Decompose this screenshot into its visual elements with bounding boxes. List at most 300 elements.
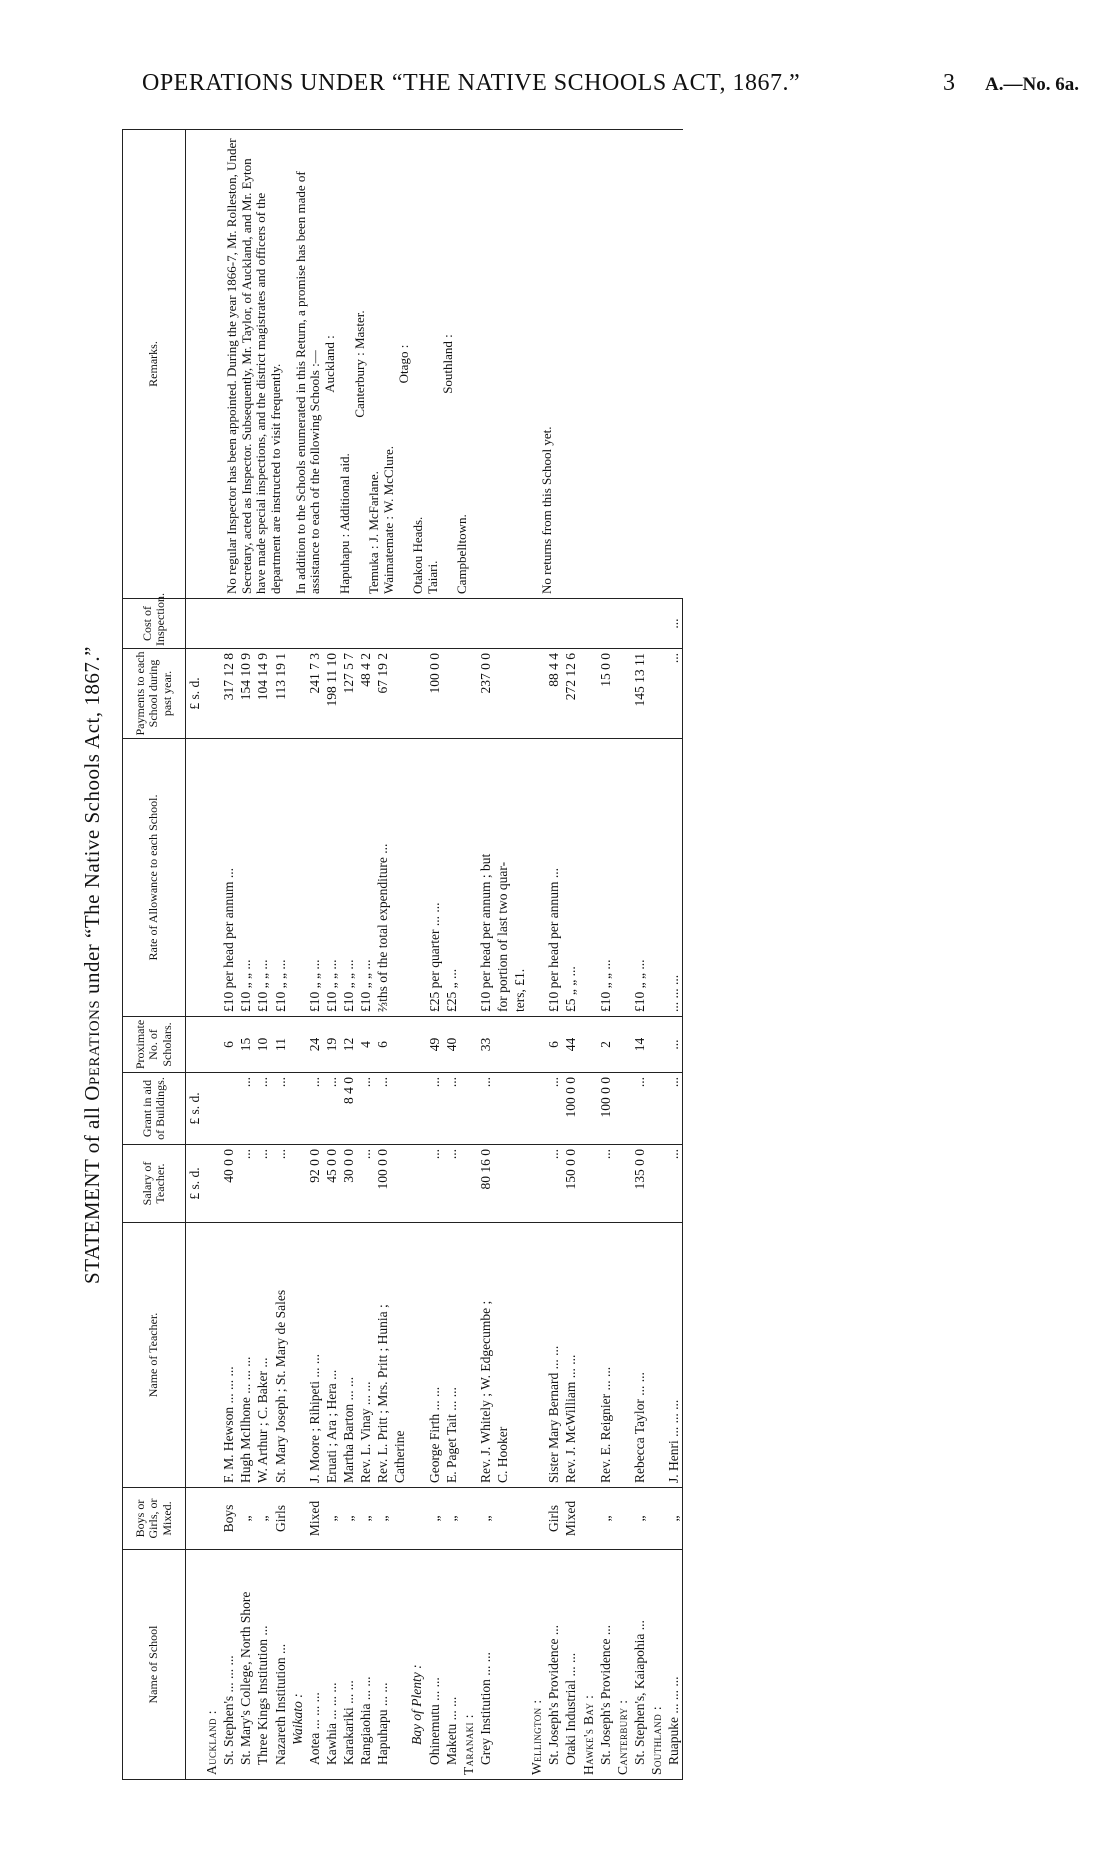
cell-sex: „ <box>237 1488 254 1550</box>
cell-inspection <box>272 599 289 649</box>
cell-rate: ... ... ... <box>665 739 683 1017</box>
cell-scholars: 14 <box>631 1017 648 1073</box>
cell-teacher: Catherine <box>391 1223 408 1488</box>
cell-teacher: C. Hooker <box>494 1223 511 1488</box>
remark-auckland-line: Hapuhapu : Additional aid. <box>336 453 352 594</box>
cell-grant <box>648 1073 665 1145</box>
cell-inspection <box>494 599 511 649</box>
cell-grant: ... <box>545 1073 562 1145</box>
cell-inspection <box>460 599 477 649</box>
cell-salary <box>614 1145 631 1223</box>
cell-teacher: Sister Mary Bernard ... ... <box>545 1223 562 1488</box>
cell-payments <box>408 649 425 739</box>
cell-inspection <box>631 599 648 649</box>
currency-head-rate <box>186 739 204 1017</box>
remark-auckland-head: Auckland : <box>322 335 338 393</box>
cell-rate <box>391 739 408 1017</box>
cell-inspection <box>426 599 443 649</box>
cell-inspection <box>391 599 408 649</box>
cell-school: St. Mary's College, North Shore <box>237 1550 254 1780</box>
cell-rate: for portion of last two quar- <box>494 739 511 1017</box>
cell-teacher: Hugh McIlhone ... ... ... <box>237 1223 254 1488</box>
cell-grant: ... <box>665 1073 683 1145</box>
cell-school: Ruapuke ... ... ... <box>665 1550 683 1780</box>
cell-grant <box>494 1073 511 1145</box>
cell-rate <box>614 739 631 1017</box>
cell-payments <box>528 649 545 739</box>
running-head <box>0 70 1114 110</box>
cell-rate: £5 „ „ ... <box>562 739 579 1017</box>
cell-school: Hawke's Bay : <box>580 1550 597 1780</box>
cell-grant: ... <box>237 1073 254 1145</box>
cell-payments <box>494 649 511 739</box>
cell-teacher: J. Moore ; Rihipeti ... ... <box>306 1223 323 1488</box>
currency-head-sex <box>186 1488 204 1550</box>
cell-sex: „ <box>665 1488 683 1550</box>
cell-inspection <box>528 599 545 649</box>
cell-school: Hapuhapu ... ... <box>374 1550 391 1780</box>
remark-promise-note: In addition to the Schools enumerated in this Return, a promise has been made of assistance to each of the following Schools :— <box>292 171 323 594</box>
cell-payments: 104 14 9 <box>254 649 271 739</box>
cell-grant <box>460 1073 477 1145</box>
cell-payments: 317 12 8 <box>220 649 237 739</box>
cell-inspection <box>289 599 306 649</box>
cell-grant: ... <box>323 1073 340 1145</box>
cell-sex: „ <box>443 1488 460 1550</box>
cell-payments: 127 5 7 <box>340 649 357 739</box>
cell-sex: Girls <box>272 1488 289 1550</box>
cell-teacher: W. Arthur ; C. Baker ... <box>254 1223 271 1488</box>
cell-teacher: Martha Barton ... ... <box>340 1223 357 1488</box>
cell-inspection <box>323 599 340 649</box>
cell-sex: „ <box>357 1488 374 1550</box>
cell-payments: 237 0 0 <box>477 649 494 739</box>
cell-grant: 100 0 0 <box>562 1073 579 1145</box>
cell-scholars: 6 <box>545 1017 562 1073</box>
col-payments-header: Payments to each School during past year. <box>123 649 186 739</box>
col-teacher-header: Name of Teacher. <box>123 1223 186 1488</box>
cell-scholars: 49 <box>426 1017 443 1073</box>
cell-salary: 40 0 0 <box>220 1145 237 1223</box>
cell-payments <box>460 649 477 739</box>
cell-scholars <box>614 1017 631 1073</box>
cell-salary: 30 0 0 <box>340 1145 357 1223</box>
cell-rate <box>460 739 477 1017</box>
cell-scholars <box>580 1017 597 1073</box>
cell-sex: Mixed <box>306 1488 323 1550</box>
cell-salary: 135 0 0 <box>631 1145 648 1223</box>
cell-salary: ... <box>443 1145 460 1223</box>
remark-inspector-note: No regular Inspector has been appointed. During the year 1866-7, Mr. Rolleston, Under Secretary, acted as Inspector. Subsequently, Mr. Taylor, of Auckland, and Mr. Eyton have made special inspections, and the district magistrates and officers of the department are instructed to visit frequently. <box>224 138 284 594</box>
col-scholars-header: Proximate No. of Scholars. <box>123 1017 186 1073</box>
cell-salary: ... <box>272 1145 289 1223</box>
cell-sex <box>203 1488 220 1550</box>
cell-teacher: F. M. Hewson ... ... ... <box>220 1223 237 1488</box>
cell-inspection <box>237 599 254 649</box>
cell-teacher <box>528 1223 545 1488</box>
cell-school: Aotea ... ... ... <box>306 1550 323 1780</box>
cell-salary: 45 0 0 <box>323 1145 340 1223</box>
cell-rate: £25 per quarter ... ... <box>426 739 443 1017</box>
cell-scholars <box>494 1017 511 1073</box>
cell-school: Bay of Plenty : <box>408 1550 425 1780</box>
cell-teacher: Rev. J. McWilliam ... ... <box>562 1223 579 1488</box>
remark-canterbury-line2: Waimatemate : W. McClure. <box>380 445 396 594</box>
remark-southland-head: Southland : <box>439 334 455 394</box>
cell-payments: 113 19 1 <box>272 649 289 739</box>
cell-salary <box>494 1145 511 1223</box>
cell-teacher: J. Henri ... ... ... <box>665 1223 683 1488</box>
cell-school: Southland : <box>648 1550 665 1780</box>
cell-salary <box>391 1145 408 1223</box>
cell-payments: 198 11 10 <box>323 649 340 739</box>
cell-payments <box>391 649 408 739</box>
cell-teacher: Rebecca Taylor ... ... <box>631 1223 648 1488</box>
cell-scholars <box>391 1017 408 1073</box>
cell-payments: 67 19 2 <box>374 649 391 739</box>
cell-grant <box>391 1073 408 1145</box>
cell-scholars: 15 <box>237 1017 254 1073</box>
remark-otago-line1: Otakou Heads. <box>410 516 426 594</box>
remarks-cell <box>186 130 683 599</box>
cell-rate <box>528 739 545 1017</box>
cell-school: Grey Institution ... ... <box>477 1550 494 1780</box>
currency-head-teacher <box>186 1223 204 1488</box>
cell-teacher <box>408 1223 425 1488</box>
remarks-spacer <box>470 134 540 594</box>
cell-teacher: Rev. E. Reignier ... ... <box>597 1223 614 1488</box>
cell-scholars <box>203 1017 220 1073</box>
cell-rate <box>580 739 597 1017</box>
statement-rotated-block <box>80 130 940 1800</box>
cell-scholars: 10 <box>254 1017 271 1073</box>
currency-head-school <box>186 1550 204 1780</box>
cell-rate: £10 per head per annum ; but <box>477 739 494 1017</box>
currency-head-row <box>186 130 204 1780</box>
cell-payments: 272 12 6 <box>562 649 579 739</box>
remark-otago-head: Otago : <box>395 344 411 384</box>
cell-sex <box>511 1488 528 1550</box>
cell-grant <box>580 1073 597 1145</box>
cell-sex: „ <box>254 1488 271 1550</box>
col-inspection-header: Cost of Inspection. <box>123 599 186 649</box>
cell-school: St. Stephen's, Kaiapohia ... <box>631 1550 648 1780</box>
cell-teacher <box>511 1223 528 1488</box>
page-running-title: OPERATIONS UNDER “THE NATIVE SCHOOLS ACT, 1867.” <box>142 70 801 96</box>
cell-payments <box>614 649 631 739</box>
cell-teacher <box>460 1223 477 1488</box>
cell-inspection <box>254 599 271 649</box>
cell-inspection <box>340 599 357 649</box>
cell-salary: 80 16 0 <box>477 1145 494 1223</box>
cell-teacher: George Firth ... ... <box>426 1223 443 1488</box>
cell-scholars: 2 <box>597 1017 614 1073</box>
cell-grant: ... <box>443 1073 460 1145</box>
cell-sex: „ <box>323 1488 340 1550</box>
cell-payments: 241 7 3 <box>306 649 323 739</box>
cell-school: St. Joseph's Providence ... <box>545 1550 562 1780</box>
cell-payments: 100 0 0 <box>426 649 443 739</box>
cell-teacher: E. Paget Tait ... ... <box>443 1223 460 1488</box>
cell-teacher <box>203 1223 220 1488</box>
cell-scholars: 40 <box>443 1017 460 1073</box>
cell-school: Nazareth Institution ... <box>272 1550 289 1780</box>
table-header-row <box>123 130 186 1780</box>
col-sex-header: Boys or Girls, or Mixed. <box>123 1488 186 1550</box>
cell-payments: 15 0 0 <box>597 649 614 739</box>
cell-payments: 154 10 9 <box>237 649 254 739</box>
document-reference: A.—No. 6a. <box>985 74 1079 95</box>
cell-rate: £10 „ „ ... <box>340 739 357 1017</box>
cell-teacher: Rev. L. Vinay ... ... <box>357 1223 374 1488</box>
cell-rate <box>408 739 425 1017</box>
cell-rate: £10 „ „ ... <box>357 739 374 1017</box>
cell-grant: ... <box>374 1073 391 1145</box>
cell-sex: „ <box>374 1488 391 1550</box>
cell-inspection <box>580 599 597 649</box>
cell-grant: ... <box>357 1073 374 1145</box>
cell-payments <box>648 649 665 739</box>
cell-salary: ... <box>545 1145 562 1223</box>
cell-scholars <box>648 1017 665 1073</box>
cell-school: Wellington : <box>528 1550 545 1780</box>
cell-grant <box>289 1073 306 1145</box>
cell-scholars: 44 <box>562 1017 579 1073</box>
cell-grant: 100 0 0 <box>597 1073 614 1145</box>
cell-rate: £10 „ „ ... <box>272 739 289 1017</box>
cell-grant <box>203 1073 220 1145</box>
remarks-spacer <box>187 134 225 594</box>
cell-school: Otaki Industrial ... ... <box>562 1550 579 1780</box>
cell-salary: 150 0 0 <box>562 1145 579 1223</box>
cell-sex <box>289 1488 306 1550</box>
cell-grant: ... <box>306 1073 323 1145</box>
cell-school: St. Joseph's Providence ... <box>597 1550 614 1780</box>
cell-grant: ... <box>631 1073 648 1145</box>
cell-teacher <box>580 1223 597 1488</box>
cell-payments <box>580 649 597 739</box>
cell-school: Taranaki : <box>460 1550 477 1780</box>
cell-inspection <box>374 599 391 649</box>
cell-inspection <box>203 599 220 649</box>
currency-head-inspection <box>186 599 204 649</box>
cell-school: Rangiaohia ... ... <box>357 1550 374 1780</box>
cell-inspection <box>357 599 374 649</box>
remark-canterbury-line1: Temuka : J. McFarlane. <box>366 471 382 594</box>
cell-salary <box>408 1145 425 1223</box>
cell-rate: £10 „ „ ... <box>254 739 271 1017</box>
col-remarks-header: Remarks. <box>123 130 186 599</box>
currency-head-scholars <box>186 1017 204 1073</box>
cell-sex <box>580 1488 597 1550</box>
cell-salary <box>460 1145 477 1223</box>
cell-inspection <box>562 599 579 649</box>
cell-inspection <box>220 599 237 649</box>
cell-salary: ... <box>237 1145 254 1223</box>
cell-sex: „ <box>631 1488 648 1550</box>
cell-payments: 48 4 2 <box>357 649 374 739</box>
cell-scholars: 33 <box>477 1017 494 1073</box>
cell-sex: „ <box>426 1488 443 1550</box>
cell-salary <box>648 1145 665 1223</box>
cell-salary: ... <box>426 1145 443 1223</box>
remark-canterbury-head: Canterbury : Master. <box>351 310 367 418</box>
cell-grant: ... <box>477 1073 494 1145</box>
cell-teacher: Eruati ; Ara ; Hera ... <box>323 1223 340 1488</box>
caption-prefix: STATEMENT of all <box>80 1106 104 1284</box>
cell-rate <box>289 739 306 1017</box>
cell-inspection <box>648 599 665 649</box>
cell-inspection <box>511 599 528 649</box>
cell-rate: £10 „ „ ... <box>597 739 614 1017</box>
cell-sex <box>408 1488 425 1550</box>
cell-scholars: ... <box>665 1017 683 1073</box>
cell-grant: ... <box>254 1073 271 1145</box>
cell-sex: Boys <box>220 1488 237 1550</box>
col-school-header: Name of School <box>123 1550 186 1780</box>
cell-scholars <box>528 1017 545 1073</box>
cell-school <box>494 1550 511 1780</box>
cell-school: Maketu ... ... <box>443 1550 460 1780</box>
col-rate-header: Rate of Allowance to each School. <box>123 739 186 1017</box>
cell-scholars: 12 <box>340 1017 357 1073</box>
page-number: 3 <box>943 70 955 96</box>
cell-grant <box>220 1073 237 1145</box>
cell-scholars <box>460 1017 477 1073</box>
cell-scholars: 11 <box>272 1017 289 1073</box>
cell-rate: £10 „ „ ... <box>323 739 340 1017</box>
cell-rate: £10 „ „ ... <box>237 739 254 1017</box>
cell-school: Waikato : <box>289 1550 306 1780</box>
cell-salary <box>528 1145 545 1223</box>
cell-sex <box>460 1488 477 1550</box>
cell-inspection <box>614 599 631 649</box>
cell-sex <box>494 1488 511 1550</box>
cell-school: Ohinemutu ... ... <box>426 1550 443 1780</box>
cell-sex <box>614 1488 631 1550</box>
cell-salary <box>511 1145 528 1223</box>
cell-rate: ⅔ths of the total expenditure ... <box>374 739 391 1017</box>
cell-inspection <box>408 599 425 649</box>
cell-sex <box>528 1488 545 1550</box>
cell-rate: £10 „ „ ... <box>306 739 323 1017</box>
currency-head-salary: £ s. d. <box>186 1145 204 1223</box>
col-salary-header: Salary of Teacher. <box>123 1145 186 1223</box>
cell-school <box>511 1550 528 1780</box>
cell-grant: ... <box>272 1073 289 1145</box>
cell-inspection <box>306 599 323 649</box>
cell-scholars: 24 <box>306 1017 323 1073</box>
cell-salary <box>580 1145 597 1223</box>
cell-school: Kawhia ... ... ... <box>323 1550 340 1780</box>
cell-grant <box>614 1073 631 1145</box>
cell-inspection <box>477 599 494 649</box>
cell-sex: „ <box>477 1488 494 1550</box>
cell-grant <box>528 1073 545 1145</box>
cell-rate: £25 „ ... <box>443 739 460 1017</box>
cell-payments <box>443 649 460 739</box>
cell-school: Canterbury : <box>614 1550 631 1780</box>
cell-inspection: ... <box>665 599 683 649</box>
cell-inspection <box>545 599 562 649</box>
caption-small-caps: Operations <box>80 999 104 1101</box>
cell-rate: ters, £1. <box>511 739 528 1017</box>
cell-rate: £10 per head per annum ... <box>545 739 562 1017</box>
currency-head-grant: £ s. d. <box>186 1073 204 1145</box>
cell-rate <box>203 739 220 1017</box>
cell-scholars: 19 <box>323 1017 340 1073</box>
cell-rate: £10 per head per annum ... <box>220 739 237 1017</box>
cell-salary <box>289 1145 306 1223</box>
currency-head-payments: £ s. d. <box>186 649 204 739</box>
cell-rate: £10 „ „ ... <box>631 739 648 1017</box>
cell-sex <box>648 1488 665 1550</box>
cell-scholars: 4 <box>357 1017 374 1073</box>
cell-payments <box>203 649 220 739</box>
cell-inspection <box>443 599 460 649</box>
cell-scholars: 6 <box>374 1017 391 1073</box>
statement-body <box>186 130 683 1780</box>
cell-teacher: Rev. J. Whitely ; W. Edgecumbe ; <box>477 1223 494 1488</box>
cell-teacher <box>614 1223 631 1488</box>
cell-sex <box>391 1488 408 1550</box>
cell-payments <box>289 649 306 739</box>
cell-grant <box>511 1073 528 1145</box>
cell-sex: Mixed <box>562 1488 579 1550</box>
cell-teacher: Rev. L. Pritt ; Mrs. Pritt ; Hunia ; <box>374 1223 391 1488</box>
cell-school: Three Kings Institution ... <box>254 1550 271 1780</box>
cell-salary: ... <box>665 1145 683 1223</box>
cell-sex: „ <box>597 1488 614 1550</box>
cell-sex: „ <box>340 1488 357 1550</box>
cell-salary: ... <box>597 1145 614 1223</box>
cell-scholars <box>408 1017 425 1073</box>
cell-school: Karakariki ... ... <box>340 1550 357 1780</box>
cell-school <box>391 1550 408 1780</box>
cell-payments: 145 13 11 <box>631 649 648 739</box>
cell-school: St. Stephen's ... ... ... <box>220 1550 237 1780</box>
cell-scholars: 6 <box>220 1017 237 1073</box>
cell-payments: ... <box>665 649 683 739</box>
cell-salary: ... <box>357 1145 374 1223</box>
cell-payments <box>511 649 528 739</box>
cell-grant: ... <box>426 1073 443 1145</box>
cell-payments: 88 4 4 <box>545 649 562 739</box>
cell-grant: 8 4 0 <box>340 1073 357 1145</box>
cell-scholars <box>511 1017 528 1073</box>
cell-school: Auckland : <box>203 1550 220 1780</box>
cell-salary: 92 0 0 <box>306 1145 323 1223</box>
cell-salary: 100 0 0 <box>374 1145 391 1223</box>
statement-table <box>122 129 683 1780</box>
cell-salary <box>203 1145 220 1223</box>
caption-suffix: under “The Native Schools Act, 1867.” <box>80 646 104 995</box>
cell-salary: ... <box>254 1145 271 1223</box>
cell-teacher: St. Mary Joseph ; St. Mary de Sales <box>272 1223 289 1488</box>
cell-scholars <box>289 1017 306 1073</box>
col-grant-header: Grant in aid of Buildings. <box>123 1073 186 1145</box>
cell-inspection <box>597 599 614 649</box>
remark-otago-line2: Taiari. <box>424 560 440 594</box>
remark-ruapuke-note: No returns from this School yet. <box>539 426 554 594</box>
cell-teacher <box>648 1223 665 1488</box>
statement-caption <box>80 130 105 1800</box>
cell-grant <box>408 1073 425 1145</box>
cell-sex: Girls <box>545 1488 562 1550</box>
cell-rate <box>648 739 665 1017</box>
cell-teacher <box>289 1223 306 1488</box>
remark-southland-line: Campbelltown. <box>454 514 470 594</box>
